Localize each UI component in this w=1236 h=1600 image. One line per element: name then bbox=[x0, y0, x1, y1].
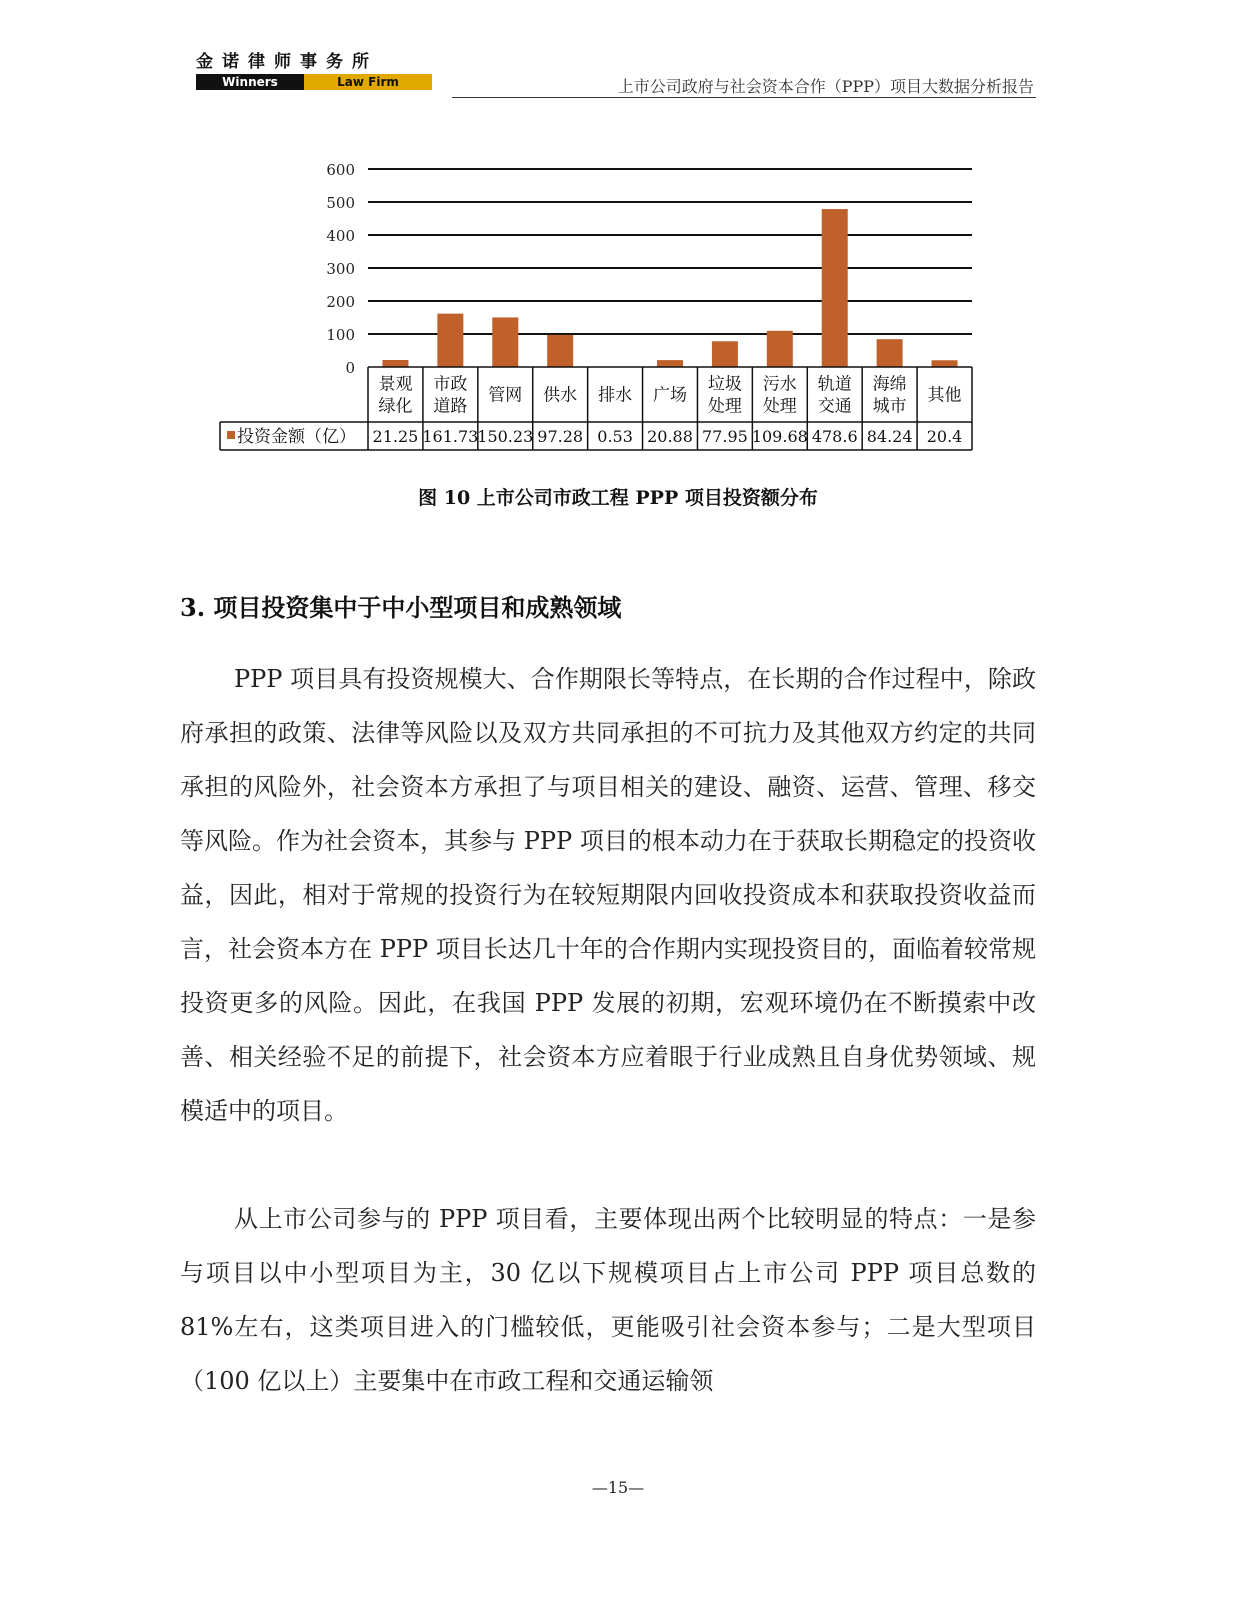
data-value-label: 478.6 bbox=[811, 427, 858, 446]
y-tick-label: 600 bbox=[326, 161, 355, 179]
legend-label: 投资金额（亿） bbox=[237, 427, 356, 447]
logo-english-right: Law Firm bbox=[304, 74, 432, 90]
data-value-label: 109.68 bbox=[751, 427, 808, 446]
paragraph-text: PPP 项目具有投资规模大、合作期限长等特点，在长期的合作过程中，除政府承担的政策、法律等风险以及双方共同承担的不可抗力及其他双方约定的共同承担的风险外，社会资本方承担了与项目相关的建设、融资、运营、管理、移交等风险。作为社会资本，其参与 PPP 项目的根本动力在于获取长期稳定的投资收益，因此，相对于常规的投资行为在较短期限内回收投资成本和获取投资收益而言，社会资本方在 PPP 项目长达几十年的合作期内实现投资目的，面临着较常规投资更多的风险。因此，在我国 PPP 发展的初期，宏观环境仍在不断摸索中改善、相关经验不足的前提下，社会资本方应着眼于行业成熟且自身优势领域、规模适中的项目。 bbox=[180, 665, 1036, 1125]
bar bbox=[492, 317, 518, 367]
page-number: —15— bbox=[591, 1478, 645, 1497]
x-tick-label: 交通 bbox=[817, 396, 852, 417]
x-tick-label: 海绵 bbox=[872, 374, 907, 395]
data-value-label: 161.73 bbox=[422, 427, 479, 446]
figure-caption: 图 10 上市公司市政工程 PPP 项目投资额分布 bbox=[418, 487, 818, 509]
data-value-label: 97.28 bbox=[537, 427, 584, 446]
bar bbox=[657, 360, 683, 367]
x-tick-label: 排水 bbox=[598, 385, 633, 406]
y-tick-label: 100 bbox=[326, 326, 355, 344]
y-tick-label: 300 bbox=[326, 260, 355, 278]
bar bbox=[767, 331, 793, 367]
logo-chinese-name: 金诺律师事务所 bbox=[196, 52, 378, 72]
x-tick-label: 处理 bbox=[707, 396, 742, 417]
data-value-label: 84.24 bbox=[866, 427, 913, 446]
report-title: 上市公司政府与社会资本合作（PPP）项目大数据分析报告 bbox=[617, 77, 1034, 96]
y-tick-label: 0 bbox=[345, 359, 355, 377]
bar bbox=[437, 314, 463, 367]
y-tick-label: 400 bbox=[326, 227, 355, 245]
data-value-label: 20.4 bbox=[926, 427, 963, 446]
investment-bar-chart bbox=[0, 0, 1236, 470]
bar bbox=[822, 209, 848, 367]
data-value-label: 77.95 bbox=[702, 427, 748, 446]
bar bbox=[382, 360, 408, 367]
x-tick-label: 道路 bbox=[433, 396, 468, 417]
legend-marker bbox=[227, 431, 235, 439]
data-value-label: 150.23 bbox=[477, 427, 534, 446]
x-tick-label: 处理 bbox=[762, 396, 797, 417]
body-paragraph-1 bbox=[180, 652, 1036, 1138]
x-tick-label: 管网 bbox=[488, 385, 523, 406]
x-tick-label: 绿化 bbox=[378, 396, 413, 417]
paragraph-text: 从上市公司参与的 PPP 项目看，主要体现出两个比较明显的特点：一是参与项目以中小型项目为主，30 亿以下规模项目占上市公司 PPP 项目总数的 81%左右，这类项目进入的门槛较低，更能吸引社会资本参与；二是大型项目（100 亿以上）主要集中在市政工程和交通运输领 bbox=[180, 1205, 1036, 1395]
body-paragraph-2 bbox=[180, 1192, 1036, 1408]
logo-english-left: Winners bbox=[196, 74, 304, 90]
x-tick-label: 广场 bbox=[653, 385, 687, 406]
x-tick-label: 其他 bbox=[927, 385, 962, 406]
x-tick-label: 轨道 bbox=[817, 374, 852, 395]
x-tick-label: 景观 bbox=[378, 374, 413, 395]
x-tick-label: 市政 bbox=[433, 374, 468, 395]
section-heading: 3. 项目投资集中于中小型项目和成熟领域 bbox=[180, 593, 622, 622]
data-value-label: 20.88 bbox=[647, 427, 693, 446]
x-tick-label: 城市 bbox=[872, 396, 907, 417]
bar bbox=[712, 341, 738, 367]
data-value-label: 21.25 bbox=[372, 427, 419, 446]
y-tick-label: 200 bbox=[326, 293, 355, 311]
bar bbox=[877, 339, 903, 367]
y-tick-label: 500 bbox=[326, 194, 355, 212]
x-tick-label: 供水 bbox=[543, 385, 578, 406]
x-tick-label: 污水 bbox=[762, 374, 797, 395]
data-value-label: 0.53 bbox=[597, 427, 633, 446]
bar bbox=[547, 335, 573, 367]
bar bbox=[932, 360, 958, 367]
x-tick-label: 垃圾 bbox=[707, 374, 742, 395]
